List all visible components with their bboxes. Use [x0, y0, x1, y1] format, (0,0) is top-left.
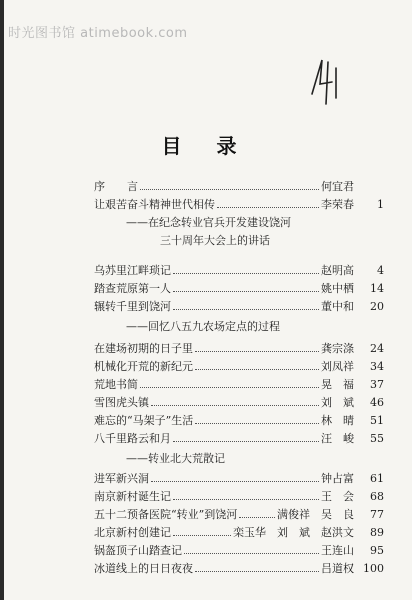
entry-page: 37: [370, 377, 384, 391]
entry-page: 61: [370, 471, 384, 485]
entry-title: 踏查荒原第一人: [94, 282, 171, 295]
toc-entry: [94, 470, 384, 486]
entry-page: 100: [363, 561, 384, 575]
toc-entry: [94, 376, 384, 392]
entry-author: 龚宗涤: [321, 342, 354, 355]
leader-dots: [173, 492, 319, 500]
entry-author: 王连山: [321, 544, 354, 557]
leader-dots: [173, 302, 319, 310]
section-subheading: 三十周年大会上的讲话: [160, 234, 270, 247]
toc-entry: [94, 524, 384, 540]
leader-dots: [173, 528, 231, 536]
entry-author: 何宜君: [321, 180, 354, 193]
leader-dots: [217, 200, 319, 208]
entry-author: 李荣春: [321, 198, 354, 211]
toc-entry: [94, 488, 384, 504]
leader-dots: [239, 510, 275, 518]
entry-title: 进军新兴洞: [94, 472, 149, 485]
entry-title: 八千里路云和月: [94, 432, 171, 445]
entry-page: 89: [370, 525, 384, 539]
toc-entry: [94, 394, 384, 410]
toc-entry: [94, 358, 384, 374]
toc-entry: [94, 340, 384, 356]
entry-page: 34: [370, 359, 384, 373]
entry-title: 雪图虎头镇: [94, 396, 149, 409]
section-heading: ——回忆八五九农场定点的过程: [126, 320, 280, 333]
toc-entry: [94, 430, 384, 446]
entry-page: 77: [370, 507, 384, 521]
leader-dots: [173, 284, 319, 292]
leader-dots: [151, 474, 319, 482]
entry-author: 刘 斌: [321, 396, 354, 409]
entry-title: 北京新村创建记: [94, 526, 171, 539]
entry-author: 王 会: [321, 490, 354, 503]
section-heading: ——在纪念转业官兵开发建设饶河: [126, 216, 291, 229]
entry-title: 五十二预备医院“转业”到饶河: [94, 508, 238, 521]
leader-dots: [173, 434, 319, 442]
leader-dots: [195, 564, 319, 572]
entry-author: 晃 福: [321, 378, 354, 391]
entry-title: 机械化开荒的新纪元: [94, 360, 193, 373]
entry-page: 4: [377, 263, 384, 277]
entry-author: 栾玉华 刘 斌 赵洪文: [233, 526, 354, 539]
entry-author: 汪 峻: [321, 432, 354, 445]
toc-entry: [94, 542, 384, 558]
leader-dots: [195, 344, 319, 352]
entry-author: 赵明高: [321, 264, 354, 277]
entry-title: 乌苏里江畔琐记: [94, 264, 171, 277]
entry-page: 20: [370, 299, 384, 313]
entry-title: 锅盔顶子山踏查记: [94, 544, 182, 557]
entry-author: 刘凤祥: [321, 360, 354, 373]
entry-title: 序 言: [94, 180, 138, 193]
watermark: 时光图书馆 atimebook.com: [8, 26, 188, 41]
section-heading: ——转业北大荒散记: [126, 452, 225, 465]
entry-title: 难忘的“马架子”生活: [94, 414, 194, 427]
leader-dots: [140, 182, 319, 190]
entry-page: 24: [370, 341, 384, 355]
leader-dots: [151, 398, 319, 406]
entry-author: 林 晴: [321, 414, 354, 427]
entry-author: 钟占富: [321, 472, 354, 485]
page-title: 目 录: [161, 134, 251, 158]
toc-entry: [94, 560, 384, 576]
entry-title: 南京新村诞生记: [94, 490, 171, 503]
toc-entry: [94, 412, 384, 428]
entry-page: 55: [370, 431, 384, 445]
entry-author: 吕道权: [321, 562, 354, 575]
entry-title: 辗转千里到饶河: [94, 300, 171, 313]
leader-dots: [184, 546, 319, 554]
entry-title: 让艰苦奋斗精神世代相传: [94, 198, 215, 211]
entry-author: 姚中栖: [321, 282, 354, 295]
toc-entry: [94, 298, 384, 314]
entry-title: 在建场初期的日子里: [94, 342, 193, 355]
toc-entry: [94, 280, 384, 296]
entry-page: 95: [370, 543, 384, 557]
entry-author: 满俊祥 吴 良: [277, 508, 354, 521]
entry-page: 14: [370, 281, 384, 295]
entry-page: 1: [377, 197, 384, 211]
entry-author: 董中和: [321, 300, 354, 313]
toc-entry: [94, 196, 384, 212]
leader-dots: [173, 266, 319, 274]
entry-title: 冰道线上的日日夜夜: [94, 562, 193, 575]
leader-dots: [195, 362, 319, 370]
entry-title: 荒地书简: [94, 378, 138, 391]
toc-entry: [94, 262, 384, 278]
toc-entry: [94, 506, 384, 522]
leader-dots: [195, 416, 319, 424]
entry-page: 68: [370, 489, 384, 503]
entry-page: 46: [370, 395, 384, 409]
toc-entry: [94, 178, 384, 194]
entry-page: 51: [370, 413, 384, 427]
leader-dots: [140, 380, 319, 388]
